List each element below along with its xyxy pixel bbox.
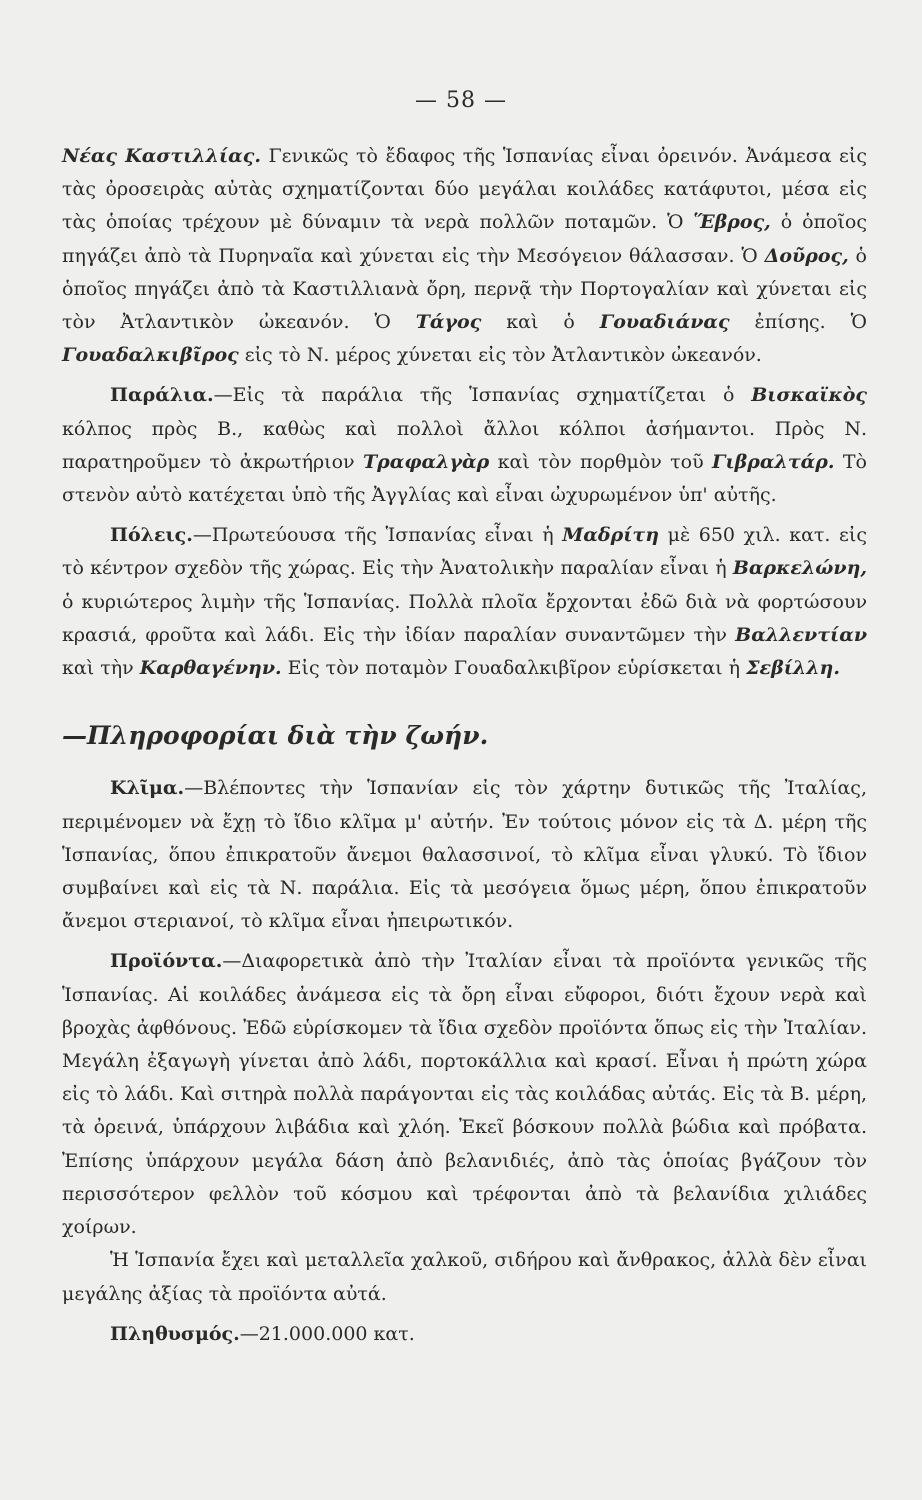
term-douros: Δοῦρος, bbox=[764, 244, 849, 267]
text: ὁ ὁποῖος πηγάζει ἀπὸ τὰ Καστιλλιανὰ ὄρη, περνᾷ τὴν Πορτογαλίαν καὶ χύνεται εἰς τὸν Ἀτλαντικὸν ὠκεανόν. Ὁ bbox=[62, 244, 867, 334]
paragraph-climate bbox=[62, 772, 867, 938]
text: Τὸ στενὸν αὐτὸ κατέχεται ὑπὸ τῆς Ἀγγλίας καὶ εἶναι ὠχυρωμένον ὑπ' αὐτῆς. bbox=[62, 450, 867, 507]
term-tagos: Τάγος bbox=[415, 311, 482, 334]
page-body bbox=[62, 140, 867, 1351]
section-title-climate: Κλῖμα. bbox=[110, 777, 185, 800]
text: —21.000.000 κατ. bbox=[239, 1322, 415, 1345]
paragraph-coasts bbox=[62, 379, 867, 512]
term-valencia: Βαλλεντίαν bbox=[735, 623, 867, 646]
section-title-products: Προϊόντα. bbox=[110, 950, 223, 973]
term-gibraltar: Γιβραλτάρ. bbox=[712, 450, 835, 473]
text: εἰς τὸ Ν. μέρος χύνεται εἰς τὸν Ἀτλαντικὸν ὠκεανόν. bbox=[238, 344, 762, 367]
section-heading-life-info: —Πληροφορίαι διὰ τὴν ζωήν. bbox=[62, 721, 489, 751]
term-barcelona: Βαρκελώνη, bbox=[732, 557, 867, 580]
term-seville: Σεβίλλη. bbox=[746, 657, 840, 680]
paragraph-minerals: Ἡ Ἱσπανία ἔχει καὶ μεταλλεῖα χαλκοῦ, σιδήρου καὶ ἄνθρακος, ἀλλὰ δὲν εἶναι μεγάλης ἀξίας τὰ προϊόντα αὐτά. bbox=[62, 1249, 867, 1305]
page-number: — 58 — bbox=[415, 88, 507, 113]
term-madrid: Μαδρίτη bbox=[562, 524, 660, 547]
term-gouadalkiviros: Γουαδαλκιβῖρος bbox=[62, 344, 239, 367]
text: —Διαφορετικὰ ἀπὸ τὴν Ἰταλίαν εἶναι τὰ προϊόντα γενικῶς τῆς Ἱσπανίας. Αἱ κοιλάδες ἀνάμεσα εἰς τὰ ὄρη εἶναι εὔφοροι, διότι ἔχουν νερὰ καὶ βροχὰς ἀφθόνους. Ἐδῶ εὑρίσκομεν τὰ ἴδια σχεδὸν προϊόντα ὅπως εἰς τὴν Ἰταλίαν. Μεγάλη ἐξαγωγὴ γίνεται ἀπὸ λάδι, πορτοκάλλια καὶ κρασί. Εἶναι ἡ πρώτη χώρα εἰς τὸ λάδι. Καὶ σιτηρὰ πολλὰ παράγονται εἰς τὰς κοιλάδας αὐτάς. Εἰς τὰ Β. μέρη, τὰ ὀρεινά, ὑπάρχουν λιβάδια καὶ χλόη. Ἐκεῖ βόσκουν πολλὰ βώδια καὶ πρόβατα. Ἐπίσης ὑπάρχουν μεγάλα δάση ἀπὸ βελανιδιές, ἀπὸ τὰς ὁποίας βγάζουν τὸν περισσότερον φελλὸν τοῦ κόσμου καὶ τρέφονται ἀπὸ τὰ βελανίδια χιλιάδες χοίρων. bbox=[62, 950, 867, 1239]
text: καὶ ὁ bbox=[481, 311, 600, 334]
text: ὁ ὁποῖος πηγάζει ἀπὸ τὰ Πυρηναῖα καὶ χύνεται εἰς τὴν Μεσόγειον θάλασσαν. Ὁ bbox=[62, 211, 867, 267]
section-title-cities: Πόλεις. bbox=[110, 524, 193, 547]
text: ὁ κυριώτερος λιμὴν τῆς Ἱσπανίας. Πολλὰ πλοῖα ἔρχονται ἐδῶ διὰ νὰ φορτώσουν κρασιά, φροῦτα καὶ λάδι. Εἰς τὴν ἰδίαν παραλίαν συναντῶμεν τὴν bbox=[62, 590, 867, 646]
term-gouadianas: Γουαδιάνας bbox=[599, 311, 730, 334]
paragraph-products bbox=[62, 945, 867, 1244]
text: μὲ 650 χιλ. κατ. εἰς τὸ κέντρον σχεδὸν τῆς χώρας. Εἰς τὴν Ἀνατολικὴν παραλίαν εἶναι ἡ bbox=[62, 524, 867, 580]
text: ἐπίσης. Ὁ bbox=[729, 311, 867, 334]
paragraph-population bbox=[62, 1318, 867, 1351]
text: κόλπος πρὸς Β., καθὼς καὶ πολλοὶ ἄλλοι κόλποι ἀσήμαντοι. Πρὸς Ν. παρατηροῦμεν τὸ ἀκρωτήριον bbox=[62, 417, 867, 473]
text: —Πρωτεύουσα τῆς Ἱσπανίας εἶναι ἡ bbox=[192, 524, 563, 547]
term-evros: Ἕβρος, bbox=[693, 211, 771, 234]
paragraph-rivers bbox=[62, 140, 867, 372]
text: Εἰς τὸν ποταμὸν Γουαδαλκιβῖρον εὑρίσκεται ἡ bbox=[281, 657, 747, 680]
text: καὶ τὴν bbox=[62, 657, 140, 680]
text: —Εἰς τὰ παράλια τῆς Ἱσπανίας σχηματίζεται ὁ bbox=[213, 384, 752, 407]
paragraph-cities bbox=[62, 519, 867, 685]
term-cartagena: Καρθαγένην. bbox=[139, 657, 282, 680]
term-trafalgar: Τραφαλγὰρ bbox=[362, 450, 490, 473]
text: —Βλέποντες τὴν Ἱσπανίαν εἰς τὸν χάρτην δυτικῶς τῆς Ἰταλίας, περιμένομεν νὰ ἔχῃ τὸ ἴδιο κλῖμα μ' αὐτήν. Ἐν τούτοις μόνον εἰς τὰ Δ. μέρη τῆς Ἱσπανίας, ὅπου ἐπικρατοῦν ἄνεμοι θαλασσινοί, τὸ κλῖμα εἶναι γλυκύ. Τὸ ἴδιον συμβαίνει καὶ εἰς τὰ Ν. παράλια. Εἰς τὰ μεσόγεια ὅμως μέρη, ὅπου ἐπικρατοῦν ἄνεμοι στεριανοί, τὸ κλῖμα εἶναι ἠπειρωτικόν. bbox=[62, 777, 867, 933]
term-biscay: Βισκαϊκὸς bbox=[751, 384, 867, 407]
term-nea-kastillia: Νέας Καστιλλίας. bbox=[62, 145, 261, 167]
section-title-coasts: Παράλια. bbox=[110, 384, 214, 407]
section-title-population: Πληθυσμός. bbox=[110, 1322, 240, 1345]
text: Γενικῶς τὸ ἔδαφος τῆς Ἱσπανίας εἶναι ὀρεινόν. Ἀνάμεσα εἰς τὰς ὀροσειρὰς αὐτὰς σχηματίζονται δύο μεγάλαι κοιλάδες κατάφυτοι, μέσα εἰς τὰς ὁποίας τρέχουν μὲ δύναμιν τὰ νερὰ πολλῶν ποταμῶν. Ὁ bbox=[62, 145, 867, 234]
text: καὶ τὸν πορθμὸν τοῦ bbox=[489, 450, 712, 473]
